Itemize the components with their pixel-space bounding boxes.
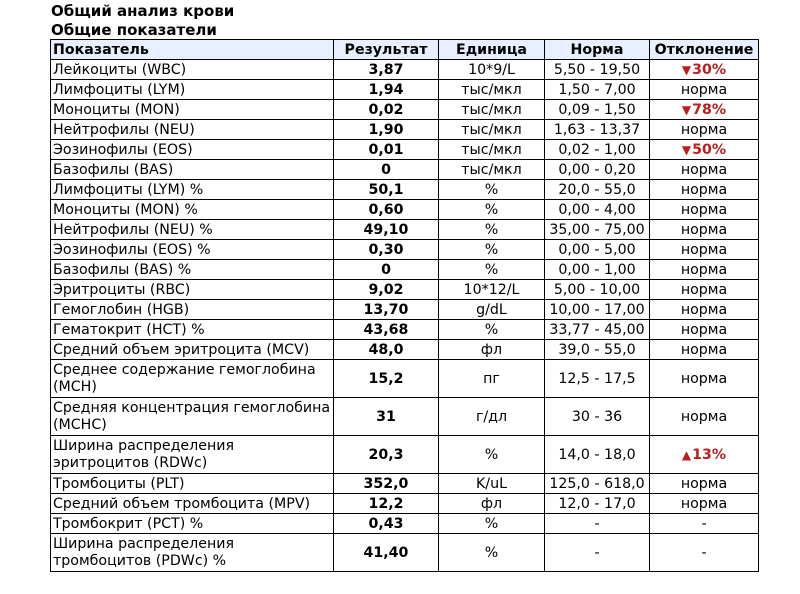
parameter-name: Ширина распределения тромбоцитов (PDWc) % bbox=[51, 534, 334, 572]
parameter-name: Гематокрит (HCT) % bbox=[51, 320, 334, 340]
parameter-name: Средняя концентрация гемоглобина (MCHC) bbox=[51, 398, 334, 436]
parameter-name: Средний объем тромбоцита (MPV) bbox=[51, 494, 334, 514]
table-row bbox=[51, 474, 759, 494]
unit-value: тыс/мкл bbox=[439, 160, 545, 180]
deviation-value: 13% bbox=[692, 446, 727, 463]
norm-range: 5,00 - 10,00 bbox=[545, 280, 650, 300]
unit-value: % bbox=[439, 514, 545, 534]
unit-value: 10*9/L bbox=[439, 60, 545, 80]
parameter-name: Лимфоциты (LYM) bbox=[51, 80, 334, 100]
table-body bbox=[51, 60, 759, 572]
result-value: 0 bbox=[334, 160, 439, 180]
table-row bbox=[51, 200, 759, 220]
parameter-name: Эритроциты (RBC) bbox=[51, 280, 334, 300]
parameter-name: Гемоглобин (HGB) bbox=[51, 300, 334, 320]
result-value: 0,30 bbox=[334, 240, 439, 260]
norm-range: 5,50 - 19,50 bbox=[545, 60, 650, 80]
deviation-cell: норма bbox=[650, 300, 759, 320]
norm-range: 0,00 - 5,00 bbox=[545, 240, 650, 260]
column-header-unit: Единица bbox=[439, 40, 545, 60]
norm-range: 0,00 - 0,20 bbox=[545, 160, 650, 180]
column-header-deviation: Отклонение bbox=[650, 40, 759, 60]
table-row bbox=[51, 280, 759, 300]
norm-range: 20,0 - 55,0 bbox=[545, 180, 650, 200]
unit-value: тыс/мкл bbox=[439, 80, 545, 100]
column-header-norm: Норма bbox=[545, 40, 650, 60]
parameter-name: Нейтрофилы (NEU) % bbox=[51, 220, 334, 240]
deviation-value: 50% bbox=[692, 141, 727, 158]
table-row bbox=[51, 240, 759, 260]
table-row bbox=[51, 398, 759, 436]
deviation-cell bbox=[650, 436, 759, 474]
unit-value: тыс/мкл bbox=[439, 140, 545, 160]
result-value: 352,0 bbox=[334, 474, 439, 494]
unit-value: тыс/мкл bbox=[439, 100, 545, 120]
table-row bbox=[51, 120, 759, 140]
parameter-name: Моноциты (MON) % bbox=[51, 200, 334, 220]
parameter-name: Тромбокрит (PCT) % bbox=[51, 514, 334, 534]
result-value: 13,70 bbox=[334, 300, 439, 320]
norm-range: 0,00 - 4,00 bbox=[545, 200, 650, 220]
parameter-name: Моноциты (MON) bbox=[51, 100, 334, 120]
arrow-down-icon: ▼ bbox=[681, 102, 692, 117]
table-row bbox=[51, 160, 759, 180]
deviation-flag bbox=[682, 142, 726, 158]
parameter-name: Тромбоциты (PLT) bbox=[51, 474, 334, 494]
norm-range: 30 - 36 bbox=[545, 398, 650, 436]
norm-range: 1,50 - 7,00 bbox=[545, 80, 650, 100]
result-value: 49,10 bbox=[334, 220, 439, 240]
norm-range: - bbox=[545, 534, 650, 572]
table-row bbox=[51, 180, 759, 200]
table-row bbox=[51, 436, 759, 474]
deviation-cell: - bbox=[650, 514, 759, 534]
unit-value: г/дл bbox=[439, 398, 545, 436]
unit-value: % bbox=[439, 436, 545, 474]
deviation-cell: норма bbox=[650, 280, 759, 300]
norm-range: 0,00 - 1,00 bbox=[545, 260, 650, 280]
table-row bbox=[51, 100, 759, 120]
result-value: 0,01 bbox=[334, 140, 439, 160]
norm-range: 12,5 - 17,5 bbox=[545, 360, 650, 398]
deviation-cell bbox=[650, 140, 759, 160]
unit-value: % bbox=[439, 260, 545, 280]
deviation-cell: норма bbox=[650, 494, 759, 514]
deviation-cell: норма bbox=[650, 160, 759, 180]
deviation-cell: норма bbox=[650, 260, 759, 280]
norm-range: 39,0 - 55,0 bbox=[545, 340, 650, 360]
result-value: 31 bbox=[334, 398, 439, 436]
deviation-cell: норма bbox=[650, 200, 759, 220]
norm-range: 10,00 - 17,00 bbox=[545, 300, 650, 320]
table-row bbox=[51, 340, 759, 360]
norm-range: 35,00 - 75,00 bbox=[545, 220, 650, 240]
unit-value: 10*12/L bbox=[439, 280, 545, 300]
deviation-flag bbox=[682, 102, 726, 118]
result-value: 41,40 bbox=[334, 534, 439, 572]
result-value: 0,60 bbox=[334, 200, 439, 220]
table-row bbox=[51, 140, 759, 160]
table-row bbox=[51, 260, 759, 280]
parameter-name: Ширина распределения эритроцитов (RDWc) bbox=[51, 436, 334, 474]
unit-value: % bbox=[439, 200, 545, 220]
result-value: 0,02 bbox=[334, 100, 439, 120]
unit-value: % bbox=[439, 320, 545, 340]
deviation-value: 78% bbox=[692, 101, 727, 118]
table-row bbox=[51, 320, 759, 340]
unit-value: g/dL bbox=[439, 300, 545, 320]
parameter-name: Средний объем эритроцита (MCV) bbox=[51, 340, 334, 360]
norm-range: 12,0 - 17,0 bbox=[545, 494, 650, 514]
deviation-value: 30% bbox=[692, 61, 727, 78]
table-row bbox=[51, 220, 759, 240]
result-value: 15,2 bbox=[334, 360, 439, 398]
result-value: 1,94 bbox=[334, 80, 439, 100]
norm-range: 0,02 - 1,00 bbox=[545, 140, 650, 160]
result-value: 50,1 bbox=[334, 180, 439, 200]
deviation-cell: норма bbox=[650, 240, 759, 260]
norm-range: - bbox=[545, 514, 650, 534]
parameter-name: Среднее содержание гемоглобина (MCH) bbox=[51, 360, 334, 398]
unit-value: % bbox=[439, 220, 545, 240]
deviation-cell: норма bbox=[650, 340, 759, 360]
page-title: Общий анализ крови bbox=[51, 2, 235, 20]
result-value: 3,87 bbox=[334, 60, 439, 80]
unit-value: % bbox=[439, 534, 545, 572]
result-value: 43,68 bbox=[334, 320, 439, 340]
result-value: 9,02 bbox=[334, 280, 439, 300]
result-value: 0 bbox=[334, 260, 439, 280]
column-header-result: Результат bbox=[334, 40, 439, 60]
table-row bbox=[51, 360, 759, 398]
unit-value: % bbox=[439, 240, 545, 260]
parameter-name: Базофилы (BAS) % bbox=[51, 260, 334, 280]
deviation-flag bbox=[682, 62, 726, 78]
norm-range: 1,63 - 13,37 bbox=[545, 120, 650, 140]
deviation-cell bbox=[650, 100, 759, 120]
parameter-name: Лимфоциты (LYM) % bbox=[51, 180, 334, 200]
section-subtitle: Общие показатели bbox=[51, 21, 217, 39]
unit-value: % bbox=[439, 180, 545, 200]
norm-range: 0,09 - 1,50 bbox=[545, 100, 650, 120]
unit-value: K/uL bbox=[439, 474, 545, 494]
deviation-cell: норма bbox=[650, 320, 759, 340]
parameter-name: Лейкоциты (WBC) bbox=[51, 60, 334, 80]
deviation-cell: норма bbox=[650, 180, 759, 200]
result-value: 0,43 bbox=[334, 514, 439, 534]
parameter-name: Эозинофилы (EOS) % bbox=[51, 240, 334, 260]
results-table bbox=[50, 39, 759, 572]
unit-value: фл bbox=[439, 494, 545, 514]
result-value: 12,2 bbox=[334, 494, 439, 514]
unit-value: тыс/мкл bbox=[439, 120, 545, 140]
deviation-cell: норма bbox=[650, 120, 759, 140]
parameter-name: Нейтрофилы (NEU) bbox=[51, 120, 334, 140]
parameter-name: Эозинофилы (EOS) bbox=[51, 140, 334, 160]
result-value: 20,3 bbox=[334, 436, 439, 474]
parameter-name: Базофилы (BAS) bbox=[51, 160, 334, 180]
unit-value: пг bbox=[439, 360, 545, 398]
table-row bbox=[51, 534, 759, 572]
deviation-cell: норма bbox=[650, 360, 759, 398]
table-row bbox=[51, 60, 759, 80]
result-value: 1,90 bbox=[334, 120, 439, 140]
unit-value: фл bbox=[439, 340, 545, 360]
deviation-cell: - bbox=[650, 534, 759, 572]
table-row bbox=[51, 80, 759, 100]
norm-range: 33,77 - 45,00 bbox=[545, 320, 650, 340]
deviation-cell: норма bbox=[650, 220, 759, 240]
deviation-cell: норма bbox=[650, 474, 759, 494]
table-row bbox=[51, 514, 759, 534]
deviation-cell: норма bbox=[650, 398, 759, 436]
norm-range: 125,0 - 618,0 bbox=[545, 474, 650, 494]
result-value: 48,0 bbox=[334, 340, 439, 360]
column-header-parameter: Показатель bbox=[51, 40, 334, 60]
table-header-row bbox=[51, 40, 759, 60]
table-row bbox=[51, 300, 759, 320]
deviation-cell bbox=[650, 60, 759, 80]
deviation-cell: норма bbox=[650, 80, 759, 100]
norm-range: 14,0 - 18,0 bbox=[545, 436, 650, 474]
arrow-up-icon: ▲ bbox=[681, 447, 692, 462]
arrow-down-icon: ▼ bbox=[681, 62, 692, 77]
arrow-down-icon: ▼ bbox=[681, 142, 692, 157]
deviation-flag bbox=[682, 447, 726, 463]
table-row bbox=[51, 494, 759, 514]
